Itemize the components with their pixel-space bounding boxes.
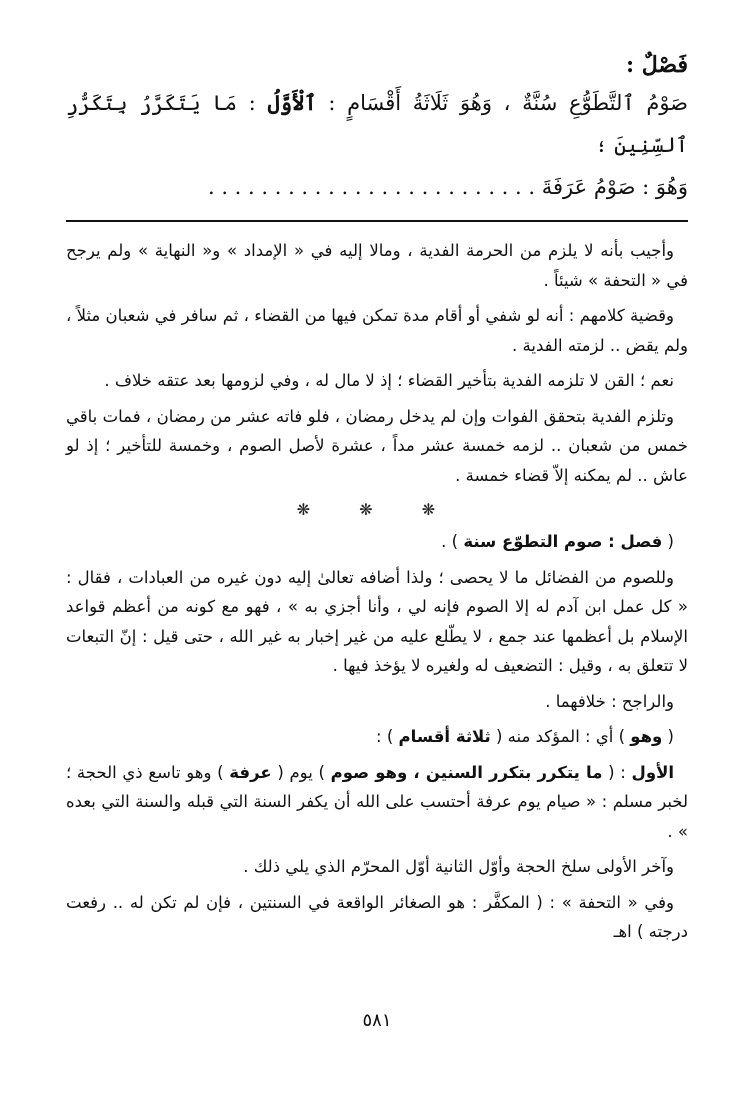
p9-bold-repeats: ما يتكرر بتكرر السنين ، وهو صوم [330,762,603,782]
book-page [66,40,688,1060]
commentary-paragraph-3: نعم ؛ القن لا تلزمه الفدية بتأخير القضاء ؛ إذ لا مال له ، وفي لزومها بعد عتقه خلاف . [104,371,674,390]
paren-open: ( [662,532,674,551]
p8-bold-wahuwa: وهو [630,727,663,746]
p9-bold-first: الأول [631,762,675,782]
chapter-heading: فصل : صوم التطوّع سنة [463,532,663,551]
p8-bold-three-types: ثلاثة أقسام [398,727,491,746]
commentary-paragraph-6: وللصوم من الفضائل ما لا يحصى ؛ ولذا أضافه تعالىٰ إليه دون غيره من العبادات ، فقال : « كل عمل ابن آدم له إلا الصوم فإنه لي ، وأنا أجزي به » ، فهو مع كونه من أعظم قواعد الإسلام بل أعظمها عند جمع ، لا يطّلع عليه من غير إخبار به غير الله ، حتى قيل : إنّ التبعات لا تتعلق به ، وقيل : التضعيف له ولغيره لا يؤخذ فيها . [66,567,688,675]
commentary-paragraph-9 [66,758,688,847]
matn-first-label: ٱلْأَوَّلُ [267,90,317,115]
commentary-paragraph-8 [66,722,688,752]
commentary-paragraph-10: وآخر الأولى سلخ الحجة وأوّل الثانية أوّل المحرّم الذي يلي ذلك . [243,857,674,876]
p9-part-f: ) وهو تاسع ذي الحجة ؛ لخبر مسلم : « صيام يوم عرفة أحتسب على الله أن يكفر السنة التي قبله والسنة التي بعده » . [66,762,688,841]
matn-line-2: وَهُوَ : صَوْمُ عَرَفَةَ . . . . . . . . . . . . . . . . . . . . . . . . . [207,175,688,199]
commentary-paragraph-7: والراجح : خلافهما . [545,691,674,711]
p9-part-d: ) يوم ( [271,762,331,782]
commentary [66,236,688,947]
page-number: ٥٨١ [362,1010,392,1031]
p9-bold-arafah: عرفة [229,762,272,782]
matn-line1-text: صَوْمُ ٱلتَّطَوُّعِ سُنَّةٌ ، وَهُوَ ثَلَاثَةُ أَقْسَامٍ : [316,91,689,115]
section-divider [66,220,688,222]
matn-line-1 [66,82,688,166]
section-separator-stars: ❋ ❋ ❋ [296,500,458,519]
p9-part-b: : ( [602,762,632,782]
matn-heading: فَصْلٌ : [625,52,688,78]
p8-part-a: ( [662,727,674,746]
commentary-paragraph-2: وقضية كلامهم : أنه لو شفي أو أقام مدة تمكن فيها من القضاء ، ثم سافر في شعبان مثلاً ، ولم يقض .. لزمته الفدية . [66,306,688,355]
p8-part-e: ) : [376,727,399,746]
commentary-paragraph-4: وتلزم الفدية بتحقق الفوات وإن لم يدخل رمضان ، فلو فاته عشر من رمضان ، فمات باقي خمس من شعبان .. لزمه خمسة عشر مداً ، عشرة لأصل الصوم ، وخمسة للتأخير ؛ إذ لو عاش .. لم يمكنه إلاّ قضاء خمسة . [66,406,688,485]
commentary-paragraph-11: وفي « التحفة » : ( المكفَّر : هو الصغائر الواقعة في السنتين ، فإن لم تكن له .. رفعت درجته ) اهـ [66,892,688,941]
chapter-heading-line [66,527,688,557]
commentary-paragraph-1: وأجيب بأنه لا يلزم من الحرمة الفدية ، ومالا إليه في « الإمداد » و« النهاية » ولم يرجح في « التحفة » شيئاً . [66,241,688,290]
matn-line1-end: : مَا يَتَكَرَّرُ بِتَكَرُّرِ ٱلسِّنِينَ ؛ [66,91,688,157]
paren-close: ) . [441,532,464,551]
p8-part-c: ) أي : المؤكد منه ( [490,727,631,746]
